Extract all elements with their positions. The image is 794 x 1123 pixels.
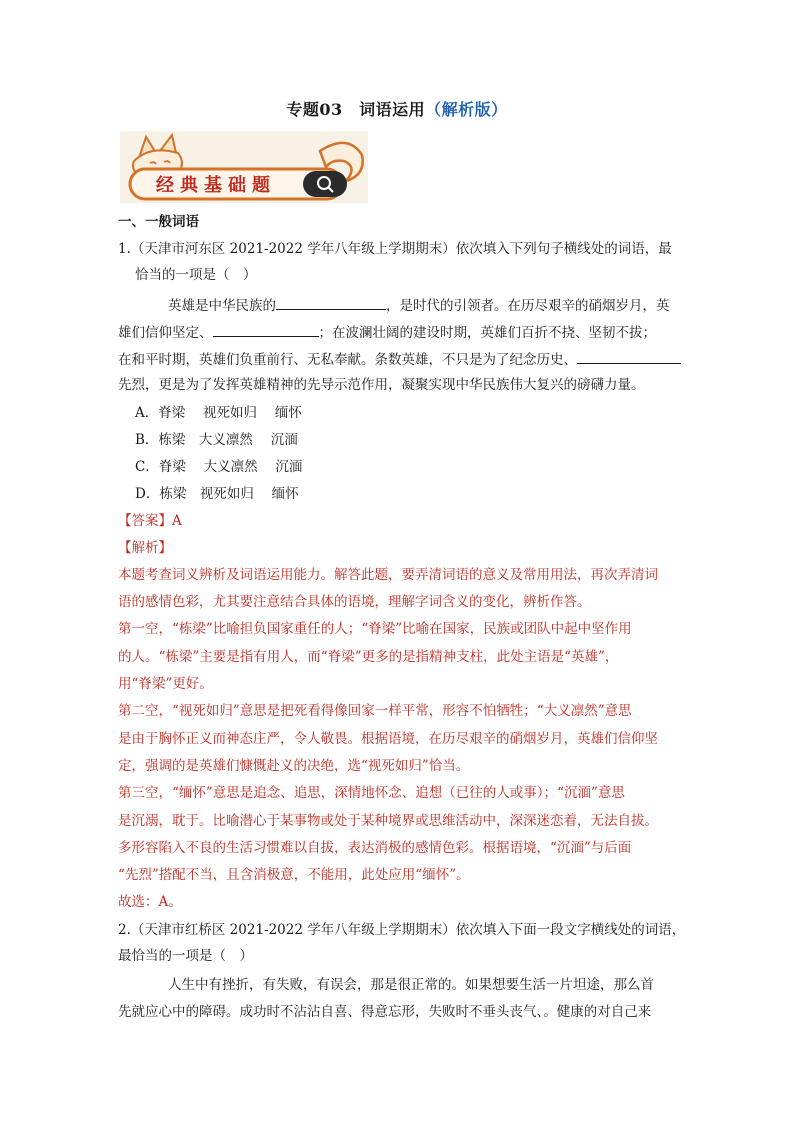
blank-3 (577, 349, 681, 364)
analysis-line: 定，强调的是英雄们慷慨赴义的决绝，选“视死如归”恰当。 (118, 758, 470, 774)
analysis-text: 第二空，“视死如归”意思是把死看得像回家一样平常，形容不怕牺牲； (118, 703, 537, 719)
q1-passage-line1 (168, 295, 670, 315)
analysis-line (118, 784, 625, 802)
q1-passage-line4: 先烈，更是为了发挥英雄精神的先导示范作用，凝聚实现中华民族伟大复兴的磅礴力量。 (118, 377, 645, 393)
analysis-text: “脊梁”比喻在国家，民族或团队中起中坚作用 (361, 621, 632, 637)
q1-passage-text: 英雄是中华民族的 (168, 298, 276, 314)
analysis-line (118, 702, 632, 720)
q1-passage-line3 (118, 349, 681, 369)
fox-banner-graphic (120, 131, 368, 203)
analysis-line: 本题考查词义辨析及词语运用能力。解答此题，要弄清词语的意义及常用用法，再次弄清词 (118, 567, 658, 583)
title-main: 专题03 词语运用 (286, 100, 426, 119)
analysis-line: 多形容陷入不良的生活习惯难以自拔，表达消极的感情色彩。根据语境，“沉湎”与后面 (118, 840, 632, 856)
answer-value: A (172, 513, 182, 529)
page-title (0, 97, 794, 120)
q1-passage-text: 在和平时期，英雄们负重前行、无私奉献。条数英雄，不只是为了纪念历史、 (118, 352, 577, 368)
q1-passage-text: ，是时代的引领者。在历尽艰辛的硝烟岁月，英 (386, 298, 670, 314)
q1-option-a: A．脊梁 视死如归 缅怀 (135, 405, 302, 421)
blank-1 (276, 295, 386, 310)
conclusion-line: 故选：A。 (118, 894, 182, 910)
q2-stem-line2: 最恰当的一项是（ ） (118, 948, 253, 964)
analysis-line (118, 620, 632, 638)
analysis-line: 语的感情色彩，尤其要注意结合具体的语境，理解字词含义的变化，辨析作答。 (118, 594, 591, 610)
analysis-text: 第一空，“栋梁”比喻担负国家重任的人； (118, 621, 362, 637)
answer-label: 【答案】 (118, 513, 172, 529)
analysis-label: 【解析】 (118, 540, 172, 556)
q1-option-b: B．栋梁 大义凛然 沉湎 (135, 432, 298, 448)
q1-passage-text: ；在波澜壮阔的建设时期，英雄们百折不挠、坚韧不拔； (318, 325, 656, 341)
q1-option-d: D．栋梁 视死如归 缅怀 (135, 486, 299, 502)
q1-passage-text: 雄们信仰坚定、 (118, 325, 213, 341)
title-suffix: （解析版） (425, 100, 508, 119)
q1-passage-line2 (118, 322, 656, 342)
answer-line (118, 512, 182, 530)
analysis-line: 是沉溺，耽于。比喻潜心于某事物或处于某种境界或思维活动中，深深迷恋着，无法自拔。 (118, 813, 658, 829)
analysis-text: 第三空，“缅怀”意思是追念、追思，深情地怀念、追想（已往的人或事）； (118, 785, 558, 801)
section-heading: 一、一般词语 (118, 214, 199, 230)
q1-stem-line1: 1.（天津市河东区 2021-2022 学年八年级上学期期末）依次填入下列句子横线处的词语，最 (118, 241, 672, 257)
analysis-line: 用“脊梁”更好。 (118, 676, 213, 692)
q2-passage-line2: 先就应心中的障碍。成功时不沾沾自喜、得意忘形，失败时不垂头丧气、。健康的对自己来 (118, 1004, 652, 1020)
analysis-line: 是由于胸怀正义而神态庄严，令人敬畏。根据语境，在历尽艰辛的硝烟岁月，英雄们信仰坚 (118, 731, 658, 747)
analysis-text: “沉湎”意思 (557, 785, 625, 801)
q1-stem-line2: 恰当的一项是（ ） (135, 267, 257, 283)
analysis-line: 的人。“栋梁”主要是指有用人，而“脊梁”更多的是指精神支柱，此处主语是“英雄”， (118, 649, 619, 665)
analysis-line: “先烈”搭配不当，且含消极意，不能用，此处应用“缅怀”。 (118, 867, 470, 883)
banner-text: 经典基础题 (156, 175, 276, 196)
analysis-text: “大义凛然”意思 (536, 703, 632, 719)
q2-stem-line1: 2.（天津市红桥区 2021-2022 学年八年级上学期期末）依次填入下面一段文字横线处的词语， (118, 922, 686, 938)
blank-2 (213, 322, 319, 337)
banner-classic-basics (120, 131, 368, 203)
q2-passage-line1: 人生中有挫折，有失败，有误会，那是很正常的。如果想要生活一片坦途，那么首 (168, 977, 654, 993)
q1-option-c: C．脊梁 大义凛然 沉湎 (135, 459, 303, 475)
